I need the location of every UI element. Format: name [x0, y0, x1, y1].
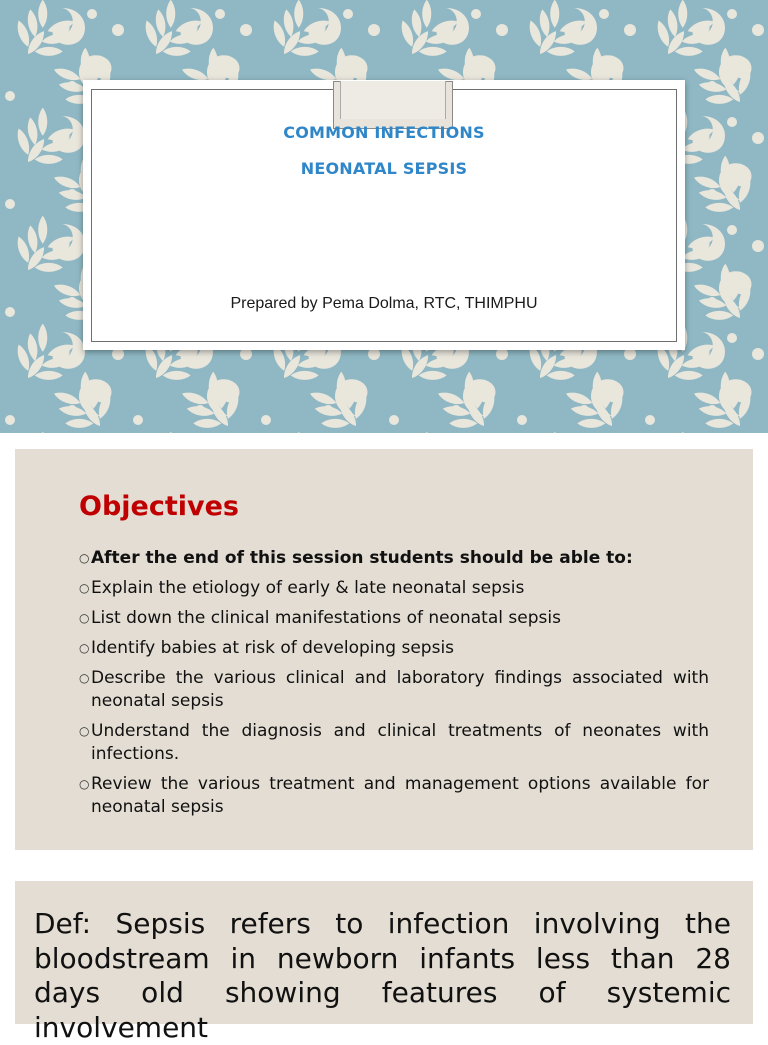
list-item-text: Understand the diagnosis and clinical treatments of neonates with infections.: [91, 721, 709, 764]
ring-bullet-icon: ○: [79, 611, 90, 625]
author-line: Prepared by Pema Dolma, RTC, THIMPHU: [230, 295, 538, 312]
ring-bullet-icon: ○: [79, 777, 90, 791]
list-item-text: Identify babies at risk of developing sepsis: [91, 638, 455, 658]
list-item-text: After the end of this session students should be able to:: [91, 548, 633, 568]
list-item: [79, 637, 709, 660]
definition-slide: [15, 881, 753, 1044]
paper-tab: [333, 81, 453, 129]
title-card-border: [91, 89, 677, 342]
list-item-text: Explain the etiology of early & late neonatal sepsis: [91, 578, 525, 598]
list-item: [79, 547, 709, 570]
objectives-heading: Objectives: [79, 491, 239, 522]
ring-bullet-icon: ○: [79, 551, 90, 565]
ring-bullet-icon: ○: [79, 724, 90, 738]
definition-text: Def: Sepsis refers to infection involving the bloodstream in newborn infants less than 28 days old showing features of systemic involvement: [34, 907, 731, 1044]
list-item: [79, 607, 709, 630]
list-item-text: Review the various treatment and management options available for neonatal sepsis: [91, 774, 709, 817]
list-item: [79, 667, 709, 713]
list-item: [79, 773, 709, 819]
title-card: [83, 80, 685, 350]
ring-bullet-icon: ○: [79, 641, 90, 655]
ring-bullet-icon: ○: [79, 581, 90, 595]
list-item-text: Describe the various clinical and laboratory findings associated with neonatal sepsis: [91, 668, 709, 711]
presentation-subtitle: NEONATAL SEPSIS: [300, 159, 468, 178]
list-item: [79, 720, 709, 766]
objectives-slide: [15, 449, 753, 850]
list-item-text: List down the clinical manifestations of neonatal sepsis: [91, 608, 561, 628]
list-item: [79, 577, 709, 600]
ring-bullet-icon: ○: [79, 671, 90, 685]
title-slide: [0, 0, 768, 433]
objectives-list: [79, 547, 709, 826]
presentation-title: COMMON INFECTIONS: [283, 123, 485, 142]
paper-tab-strip: [340, 81, 446, 119]
